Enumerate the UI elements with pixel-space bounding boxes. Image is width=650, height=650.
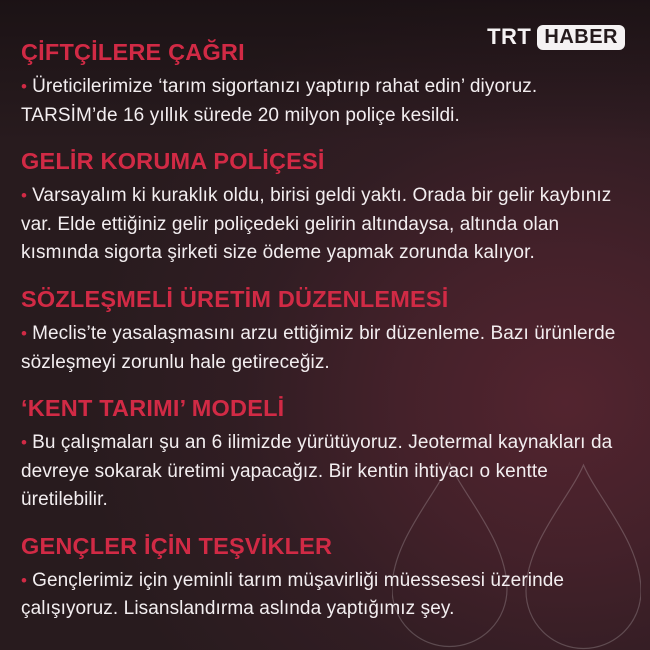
- section-text: Gençlerimiz için yeminli tarım müşavirliği müessesesi üzerinde çalışıyoruz. Lisanslandırma aslında yaptığımız şey.: [21, 569, 565, 620]
- section-gencler-icin-tesvikler: [21, 532, 629, 624]
- haber-logo-badge: HABER: [537, 25, 625, 50]
- section-text: Meclis’te yasalaşmasını arzu ettiğimiz bir düzenleme. Bazı ürünlerde sözleşmeyi zorunlu hale getireceğiz.: [21, 323, 616, 373]
- bullet-icon: •: [21, 77, 28, 97]
- bullet-icon: •: [21, 433, 28, 453]
- section-text: Bu çalışmaları şu an 6 ilimizde yürütüyoruz. Jeotermal kaynakları da devreye sokarak üretimi yapacağız. Bir kentin ihtiyacı o kentte üretilebilir.: [21, 432, 613, 511]
- section-body: [21, 182, 629, 268]
- section-heading: SÖZLEŞMELİ ÜRETİM DÜZENLEMESİ: [21, 285, 449, 312]
- section-body: [21, 320, 629, 377]
- section-heading: ÇİFTÇİLERE ÇAĞRI: [21, 39, 245, 65]
- section-heading: GENÇLER İÇİN TEŞVİKLER: [21, 532, 333, 559]
- section-sozlesmeli-uretim: [21, 285, 629, 377]
- bullet-icon: •: [21, 324, 28, 344]
- section-heading: GELİR KORUMA POLİÇESİ: [21, 148, 325, 175]
- section-ciftcilere-cagri: [21, 38, 629, 130]
- article-content: [21, 38, 629, 641]
- section-text: Varsayalım ki kuraklık oldu, birisi geldi yaktı. Orada bir gelir kaybınız var. Elde ettiğiniz gelir poliçedeki gelirin altındaysa, altında olan kısmında sigorta şirketi size ödeme yapmak zorunda kalıyor.: [21, 185, 612, 264]
- section-heading: ‘KENT TARIMI’ MODELİ: [21, 395, 285, 422]
- section-body: [21, 567, 629, 624]
- section-gelir-koruma-policesi: [21, 147, 629, 268]
- section-text: Üreticilerimize ‘tarım sigortanızı yaptırıp rahat edin’ diyoruz. TARSİM’de 16 yıllık sürede 20 milyon poliçe kesildi.: [21, 76, 538, 126]
- bullet-icon: •: [21, 186, 28, 206]
- section-body: [21, 73, 629, 130]
- section-kent-tarimi-modeli: [21, 394, 629, 515]
- section-body: [21, 429, 629, 515]
- bullet-icon: •: [21, 570, 28, 590]
- trt-logo-text: TRT: [487, 24, 532, 49]
